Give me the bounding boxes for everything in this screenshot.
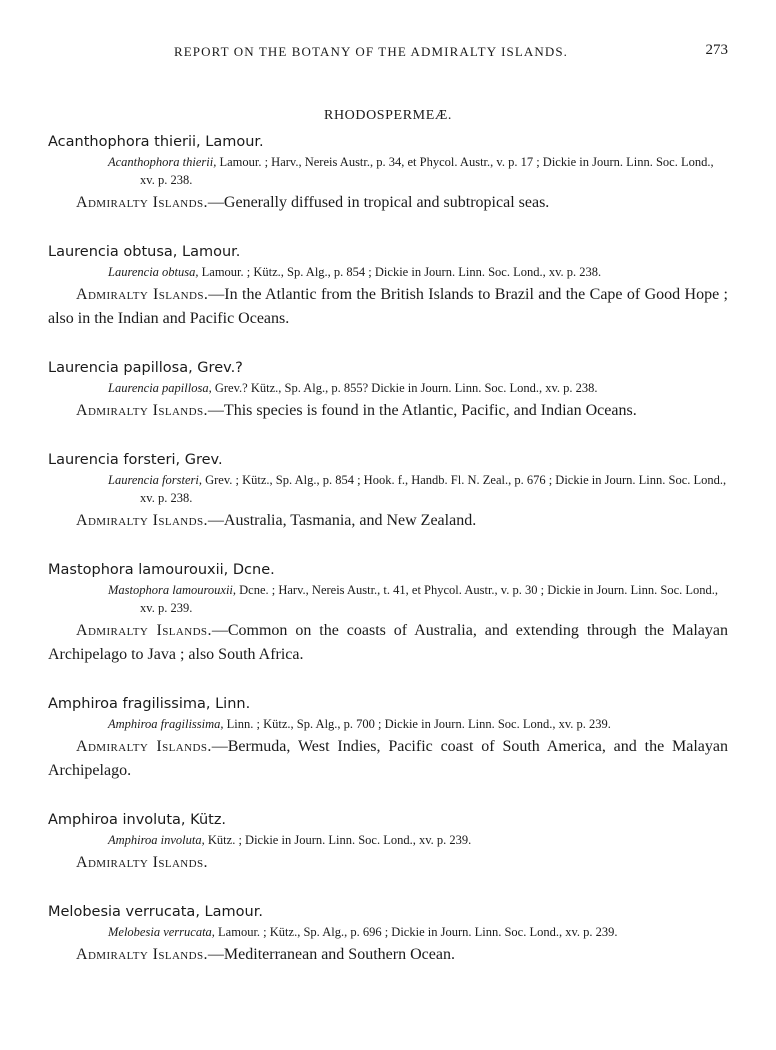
locality-note	[48, 509, 728, 533]
reference-citation: Grev.? Kütz., Sp. Alg., p. 855? Dickie in Journ. Linn. Soc. Lond., xv. p. 238.	[211, 381, 598, 395]
species-entry	[48, 450, 728, 533]
locality-label: Admiralty Islands.	[76, 946, 208, 963]
locality-note	[48, 191, 728, 215]
reference-citation: Lamour. ; Kütz., Sp. Alg., p. 696 ; Dickie in Journ. Linn. Soc. Lond., xv. p. 239.	[214, 925, 618, 939]
reference-citation: Kütz. ; Dickie in Journ. Linn. Soc. Lond., xv. p. 239.	[204, 833, 472, 847]
reference-citation: Lamour. ; Kütz., Sp. Alg., p. 854 ; Dickie in Journ. Linn. Soc. Lond., xv. p. 238.	[198, 265, 602, 279]
reference-taxon: Laurencia forsteri,	[108, 473, 202, 487]
species-entry	[48, 560, 728, 667]
locality-label: Admiralty Islands.	[76, 402, 208, 419]
locality-label: Admiralty Islands.	[76, 738, 212, 755]
bibliographic-reference	[48, 923, 728, 941]
species-name: Acanthophora thierii, Lamour.	[48, 134, 264, 150]
reference-citation: Dcne. ; Harv., Nereis Austr., t. 41, et Phycol. Austr., v. p. 30 ; Dickie in Journ. Linn. Soc. Lond., xv. p. 239.	[140, 583, 719, 615]
locality-text: —Bermuda, West Indies, Pacific coast of South America, and the Malayan Archipelago.	[48, 738, 728, 779]
page-header	[0, 44, 776, 66]
reference-taxon: Laurencia obtusa,	[108, 265, 199, 279]
page-number: 273	[705, 42, 728, 58]
reference-taxon: Amphiroa involuta,	[108, 833, 205, 847]
species-name: Laurencia papillosa, Grev.?	[48, 360, 243, 376]
species-name: Amphiroa involuta, Kütz.	[48, 812, 227, 828]
bibliographic-reference	[48, 715, 728, 733]
species-entry	[48, 810, 728, 875]
locality-label: Admiralty Islands.	[76, 622, 212, 639]
reference-taxon: Acanthophora thierii,	[108, 155, 217, 169]
species-list	[48, 132, 728, 994]
species-entry	[48, 242, 728, 331]
locality-label: Admiralty Islands.	[76, 194, 208, 211]
locality-label: Admiralty Islands.	[76, 854, 208, 871]
locality-note	[48, 943, 728, 967]
locality-note	[48, 399, 728, 423]
locality-text: —Australia, Tasmania, and New Zealand.	[207, 512, 477, 529]
reference-citation: Linn. ; Kütz., Sp. Alg., p. 700 ; Dickie in Journ. Linn. Soc. Lond., xv. p. 239.	[223, 717, 611, 731]
reference-citation: Lamour. ; Harv., Nereis Austr., p. 34, et Phycol. Austr., v. p. 17 ; Dickie in Journ. Linn. Soc. Lond., xv. p. 238.	[140, 155, 714, 187]
locality-text: —Common on the coasts of Australia, and extending through the Malayan Archipelago to Java ; also South Africa.	[48, 622, 729, 663]
locality-text: —In the Atlantic from the British Islands to Brazil and the Cape of Good Hope ; also in the Indian and Pacific Oceans.	[48, 286, 728, 327]
locality-text: —Mediterranean and Southern Ocean.	[207, 946, 455, 963]
species-name: Laurencia obtusa, Lamour.	[48, 244, 241, 260]
bibliographic-reference	[48, 153, 728, 189]
reference-taxon: Mastophora lamourouxii,	[108, 583, 237, 597]
species-name: Laurencia forsteri, Grev.	[48, 452, 223, 468]
bibliographic-reference	[48, 263, 728, 281]
section-title: RHODOSPERMEÆ.	[324, 108, 452, 123]
reference-taxon: Laurencia papillosa,	[108, 381, 212, 395]
locality-label: Admiralty Islands.	[76, 512, 208, 529]
locality-note	[48, 619, 728, 667]
reference-taxon: Melobesia verrucata,	[108, 925, 215, 939]
locality-note	[48, 851, 728, 875]
bibliographic-reference	[48, 379, 728, 397]
species-name: Mastophora lamourouxii, Dcne.	[48, 562, 275, 578]
species-entry	[48, 694, 728, 783]
species-name: Melobesia verrucata, Lamour.	[48, 904, 263, 920]
locality-note	[48, 283, 728, 331]
bibliographic-reference	[48, 471, 728, 507]
locality-note	[48, 735, 728, 783]
running-head: REPORT ON THE BOTANY OF THE ADMIRALTY ISLANDS.	[174, 44, 569, 59]
species-entry	[48, 358, 728, 423]
locality-label: Admiralty Islands.	[76, 286, 209, 303]
species-entry	[48, 902, 728, 967]
species-entry	[48, 132, 728, 215]
bibliographic-reference	[48, 581, 728, 617]
locality-text: —Generally diffused in tropical and subtropical seas.	[207, 194, 550, 211]
locality-text: —This species is found in the Atlantic, Pacific, and Indian Oceans.	[207, 402, 637, 419]
bibliographic-reference	[48, 831, 728, 849]
reference-citation: Grev. ; Kütz., Sp. Alg., p. 854 ; Hook. f., Handb. Fl. N. Zeal., p. 676 ; Dickie in Journ. Linn. Soc. Lond., xv. p. 238.	[140, 473, 727, 505]
species-name: Amphiroa fragilissima, Linn.	[48, 696, 251, 712]
reference-taxon: Amphiroa fragilissima,	[108, 717, 224, 731]
